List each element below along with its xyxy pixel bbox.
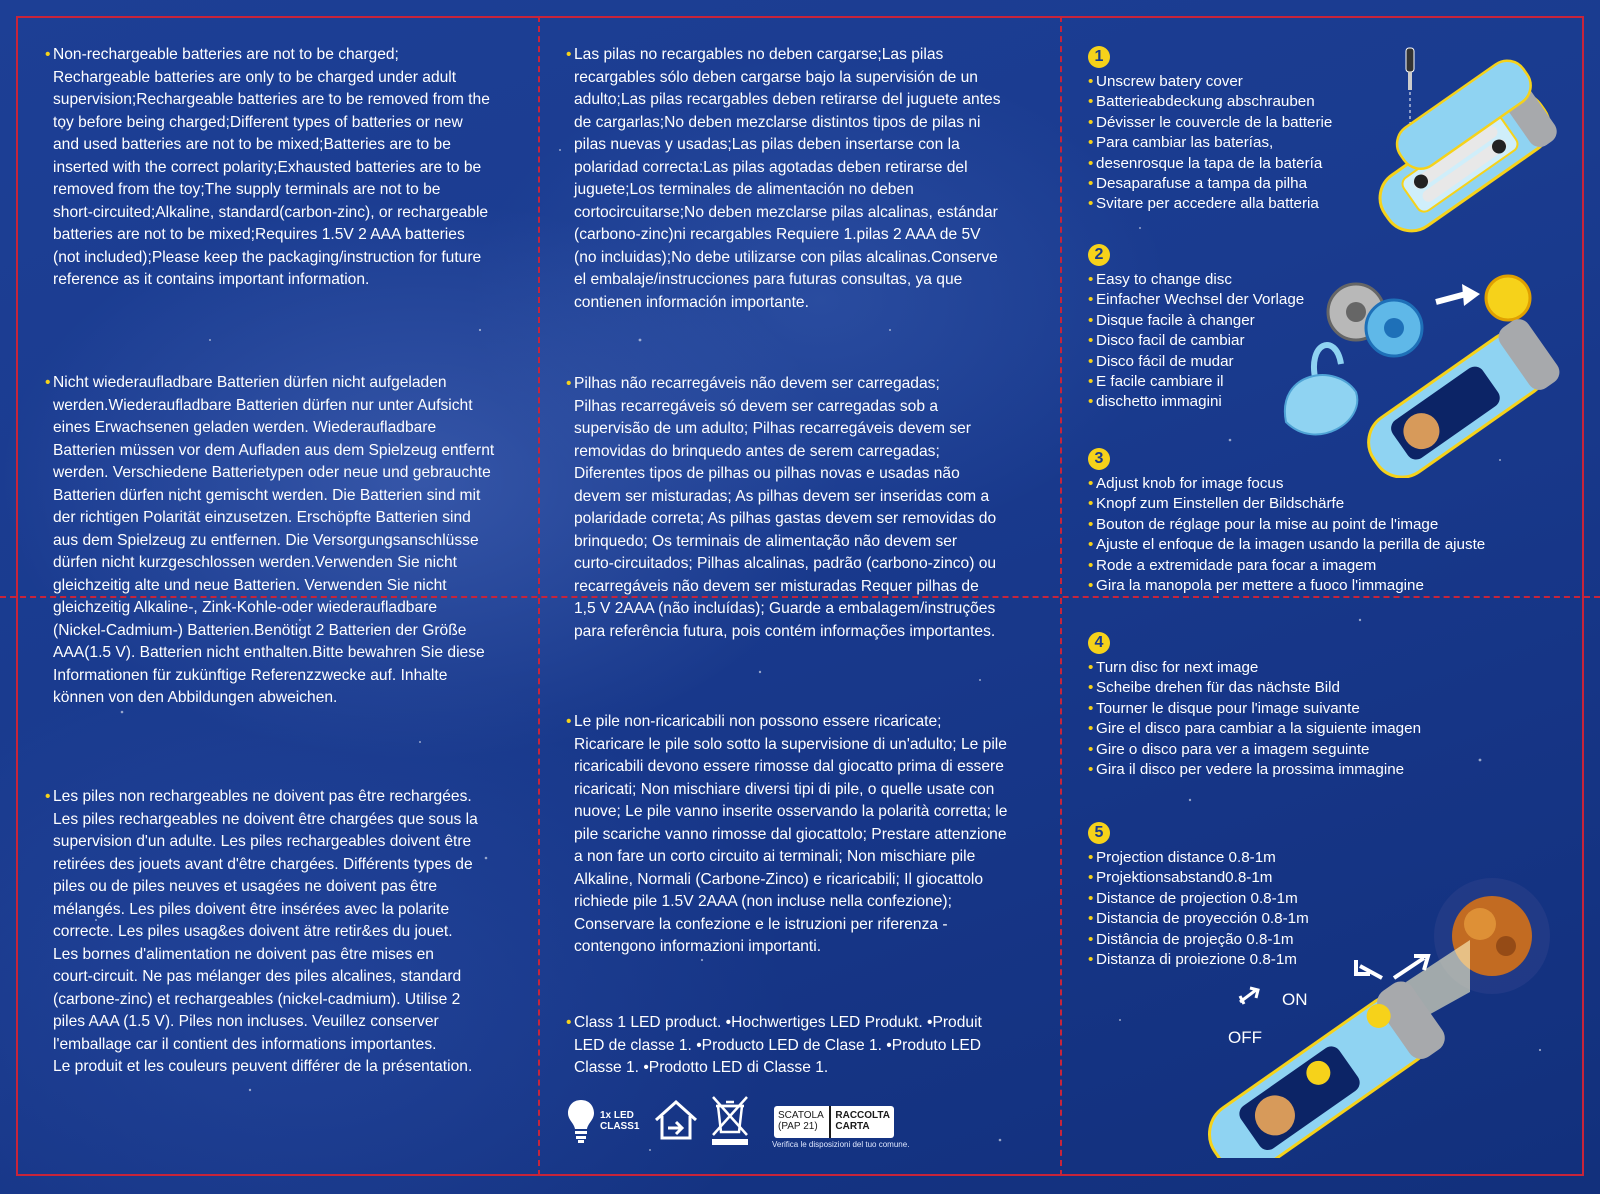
text-line: Classe 1. •Prodotto LED di Classe 1. (574, 1059, 829, 1076)
recycling-label (774, 1106, 894, 1138)
text-line: devem ser misturadas; As pilhas devem ser inseridas com a (574, 487, 990, 505)
text-line: werden.Wiederaufladbare Batterien dürfen nur unter Aufsicht (53, 396, 473, 414)
step-item: • Distancia de proyección 0.8-1m (1088, 909, 1309, 929)
step-item: • Scheibe drehen für das nächste Bild (1088, 678, 1421, 698)
text-line: short-circuited;Alkaline, standard(carbon-zinc), or rechargeable (53, 203, 489, 221)
step-item: • E facile cambiare il (1088, 372, 1304, 392)
indoor-use-house-icon (652, 1098, 700, 1142)
text-line: court-circuit. Ne pas mélanger des piles alcalines, standard (53, 968, 462, 985)
text-line: supervisão de um adulto; Pilhas recarregáveis devem ser (574, 420, 971, 437)
bullet: • (45, 788, 51, 805)
torch-disc-illustration (1276, 272, 1566, 478)
spanish-text (574, 44, 1054, 314)
step-item: • Svitare per accedere alla batteria (1088, 194, 1332, 214)
step-item: • desenrosque la tapa de la batería (1088, 154, 1332, 174)
warning-french (45, 786, 543, 1079)
weee-bin-icon (710, 1094, 750, 1146)
text-line: pile scariche vanno rimosse dal giocattolo; Prestare attenzione (574, 825, 1007, 843)
text-line: Nicht wiederaufladbare Batterien dürfen nicht aufgeladen (53, 374, 447, 391)
text-line: toy before being charged;Different types of batteries or new (53, 113, 463, 131)
text-line: (carbone-zinc) et rechargeables (nickel-cadmium). Utilise 2 (53, 990, 461, 1008)
text-line: richiede pile 1.5V 2AAA (non incluse nella confezione); (574, 893, 952, 910)
recycle-right-line-2: CARTA (835, 1121, 870, 1132)
step-item: • Rode a extremidade para focar a imagem (1088, 556, 1485, 576)
step-item: • Gira il disco per vedere la prossima immagine (1088, 760, 1421, 780)
text-line: LED de classe 1. •Producto LED de Clase 1. •Produto LED (574, 1036, 982, 1054)
led-bulb-icon (566, 1098, 596, 1144)
text-line: recarregáveis não devem ser misturadas Requer pilhas de (574, 577, 979, 595)
step-4-list (1088, 658, 1421, 780)
warning-italian (566, 711, 1054, 959)
step-2 (1088, 244, 1304, 413)
text-line: AAA(1.5 V). Batterien nicht enthalten.Bitte bewahren Sie diese (53, 644, 485, 661)
bullet: • (45, 374, 51, 391)
torch-battery-illustration (1360, 44, 1560, 240)
text-line: Alkaline, Normali (Carbone-Zinco) e ricaricabili; Il giocattolo (574, 870, 984, 888)
step-number-badge: 3 (1088, 448, 1110, 470)
step-item: • Projection distance 0.8-1m (1088, 848, 1309, 868)
text-line: gleichzeitig alte und neue Batterien. Verwenden Sie nicht (53, 576, 447, 594)
step-1-list (1088, 72, 1332, 215)
text-line: Diferentes tipos de pilhas ou pilhas novas e usadas não (574, 465, 960, 482)
step-item: • Batterieabdeckung abschrauben (1088, 92, 1332, 112)
step-item: • Turn disc for next image (1088, 658, 1421, 678)
step-2-list (1088, 270, 1304, 413)
text-line: piles ou de piles neuves et usagées ne doivent pas être (53, 878, 438, 895)
text-line: contienen información importante. (574, 293, 809, 311)
text-line: el embalaje/instrucciones para futuras consultas, ya que (574, 271, 963, 288)
led-label-line-2: CLASS1 (600, 1121, 640, 1132)
portuguese-text (574, 373, 1054, 643)
italian-text (574, 711, 1054, 959)
text-line: Conservare la confezione e le istruzioni per riferenza - (574, 915, 948, 933)
switch-on-label: ON (1282, 990, 1308, 1009)
text-line: polaridade correta; As pilhas gastas devem ser removidas do (574, 510, 997, 527)
step-item: • Disco facil de cambiar (1088, 331, 1304, 351)
step-item: • Disco fácil de mudar (1088, 352, 1304, 372)
text-line: curto-circuitados; Pilhas alcalinas, padrão (carbono-zinco) ou (574, 555, 997, 572)
text-line: Les bornes d'alimentation ne doivent pas être mises en (53, 945, 434, 963)
step-item: • Tourner le disque pour l'image suivante (1088, 699, 1421, 719)
recycle-collection (829, 1106, 894, 1138)
text-line: juguete;Los terminales de alimentación no deben (574, 181, 914, 198)
bullet: • (566, 713, 572, 730)
text-line: de cargarlas;No deben mezclarse distintos tipos de pilas ni (574, 113, 981, 131)
torch-projection-illustration (1170, 872, 1570, 1158)
text-line: removed from the toy;The supply terminals are not to be (53, 181, 441, 198)
step-item: • Bouton de réglage pour la mise au point de l'image (1088, 515, 1485, 535)
text-line: können von den Abbildungen abweichen. (53, 689, 338, 706)
step-item: • Distância de projeção 0.8-1m (1088, 930, 1309, 950)
text-line: inserted with the correct polarity;Exhausted batteries are to be (53, 158, 482, 176)
step-item: • Gire el disco para cambiar a la siguiente imagen (1088, 719, 1421, 739)
text-line: Batterien dürfen nicht gemischt werden. Die Batterien sind mit (53, 486, 481, 504)
text-line: (not included);Please keep the packaging/instruction for future (53, 248, 482, 266)
german-text (53, 372, 543, 710)
text-line: Batterien müssen vor dem Aufladen aus dem Spielzeug entfernt (53, 441, 495, 459)
text-line: para referência futura, pois contém informações importantes. (574, 622, 996, 640)
text-line: mélangés. Les piles doivent être insérées avec la polarite (53, 900, 450, 918)
recycle-left-line-2: (PAP 21) (778, 1121, 818, 1132)
french-text (53, 786, 543, 1079)
warning-english (45, 44, 533, 292)
bullet: • (566, 375, 572, 392)
text-line: Le pile non-ricaricabili non possono essere ricaricate; (574, 713, 942, 730)
text-line: Ricaricare le pile solo sotto la supervisione di un'adulto; Le pile (574, 735, 1007, 753)
bullet: • (566, 1014, 572, 1031)
text-line: correcte. Les piles usag&es doivent ätre retir&es du jouet. (53, 923, 453, 940)
text-line: cortocircuitarse;No deben mezclarse pilas alcalinas, estándar (574, 203, 998, 221)
step-item: • Dévisser le couvercle de la batterie (1088, 113, 1332, 133)
step-number-badge: 5 (1088, 822, 1110, 844)
switch-off-label: OFF (1228, 1028, 1262, 1047)
warning-portuguese (566, 373, 1054, 643)
led-class-text (574, 1012, 1054, 1080)
led-class-label (600, 1110, 639, 1132)
step-item: • Ajuste el enfoque de la imagen usando la perilla de ajuste (1088, 535, 1485, 555)
text-line: aus dem Spielzeug zu entfernen. Die Versorgungsanschlüsse (53, 531, 479, 549)
text-line: a non fare un corto circuito ai terminali; Non mischiare pile (574, 848, 976, 865)
text-line: (carbono-zinc)ni recargables Requiere 1.pilas 2 AAA de 5V (574, 226, 981, 243)
recycle-note: Verifica le disposizioni del tuo comune. (772, 1140, 910, 1149)
step-item: • Gire o disco para ver a imagem seguinte (1088, 740, 1421, 760)
text-line: dürfen nicht kurzgeschlossen werden.Verwenden Sie nicht (53, 554, 457, 571)
text-line: der richtigen Polarität einzusetzen. Erschöpfte Batterien sind (53, 509, 471, 526)
text-line: pilas nuevas y usadas;Las pilas deben insertarse con la (574, 136, 960, 153)
bullet: • (45, 46, 51, 63)
step-item: • Gira la manopola per mettere a fuoco l'immagine (1088, 576, 1485, 596)
text-line: adulto;Las pilas recargables deben retirarse del juguete antes (574, 91, 1001, 108)
text-line: Las pilas no recargables no deben cargarse;Las pilas (574, 46, 944, 63)
text-line: Les piles rechargeables ne doivent être chargées que sous la (53, 810, 478, 828)
step-number-badge: 1 (1088, 46, 1110, 68)
step-item: • Knopf zum Einstellen der Bildschärfe (1088, 494, 1485, 514)
text-line: Class 1 LED product. •Hochwertiges LED Produkt. •Produit (574, 1014, 982, 1031)
step-3-list (1088, 474, 1485, 596)
text-line: Rechargeable batteries are only to be charged under adult (53, 68, 457, 86)
text-line: eines Erwachsenen geladen werden. Wiederaufladbare (53, 419, 437, 436)
recycle-left-line-1: SCATOLA (778, 1110, 824, 1121)
text-line: supervision;Rechargeable batteries are to be removed from the (53, 91, 490, 108)
text-line: Informationen für zukünftige Referenzzwecke auf. Inhalte (53, 666, 448, 684)
text-line: ricaricabili devono essere rimosse dal giocatto prima di essere (574, 758, 1004, 775)
text-line: l'emballage car il contient des informations importantes. (53, 1035, 437, 1053)
recycle-right-line-1: RACCOLTA (835, 1110, 890, 1121)
text-line: batteries are not to be mixed;Requires 1.5V 2 AAA batteries (53, 226, 465, 243)
text-line: Pilhas recarregáveis só devem ser carregadas sob a (574, 397, 939, 415)
text-line: reference as it contains important information. (53, 271, 370, 288)
warning-german (45, 372, 543, 710)
text-line: polaridad correcta:Las pilas agotadas deben retirarse del (574, 158, 968, 176)
text-line: Les piles non rechargeables ne doivent pas être rechargées. (53, 788, 472, 805)
text-line: supervision d'un adulte. Les piles rechargeables doivent être (53, 833, 472, 850)
step-item: • Para cambiar las baterías, (1088, 133, 1332, 153)
step-item: • Easy to change disc (1088, 270, 1304, 290)
text-line: and used batteries are not to be mixed;Batteries are to be (53, 136, 451, 153)
warning-spanish (566, 44, 1054, 314)
text-line: 1,5 V 2AAA (não incluídas); Guarde a embalagem/instruções (574, 600, 996, 617)
text-line: piles AAA (1.5 V). Piles non incluses. Veuillez conserver (53, 1013, 439, 1030)
text-line: Non-rechargeable batteries are not to be charged; (53, 46, 399, 63)
english-text (53, 44, 533, 292)
step-item: • Distanza di proiezione 0.8-1m (1088, 950, 1309, 970)
step-item: • dischetto immagini (1088, 392, 1304, 412)
text-line: gleichzeitig Alkaline-, Zink-Kohle-oder wiederaufladbare (53, 599, 437, 616)
text-line: retirées des jouets avant d'être chargées. Différents types de (53, 855, 473, 873)
step-number-badge: 4 (1088, 632, 1110, 654)
step-item: • Adjust knob for image focus (1088, 474, 1485, 494)
text-line: Pilhas não recarregáveis não devem ser carregadas; (574, 375, 940, 392)
led-label-line-1: 1x LED (600, 1110, 634, 1121)
step-item: • Distance de projection 0.8-1m (1088, 889, 1309, 909)
step-4 (1088, 632, 1421, 780)
step-item: • Einfacher Wechsel der Vorlage (1088, 290, 1304, 310)
step-item: • Desaparafuse a tampa da pilha (1088, 174, 1332, 194)
recycle-material (774, 1106, 829, 1138)
step-item: • Projektionsabstand0.8-1m (1088, 868, 1309, 888)
bullet: • (566, 46, 572, 63)
text-line: nuove; Le pile vanno inserite osservando la polarità corretta; le (574, 803, 1008, 820)
step-1 (1088, 46, 1332, 215)
text-line: ricaricati; Non mischiare diversi tipi di pile, o quelle usate con (574, 780, 995, 798)
text-line: (no incluidas);No debe utilizarse con pilas alcalinas.Conserve (574, 248, 998, 266)
text-line: recargables sólo deben cargarse bajo la supervisión de un (574, 68, 978, 86)
text-line: contengono informazioni importanti. (574, 938, 822, 955)
text-line: brinquedo; Os terminais de alimentação não devem ser (574, 532, 958, 550)
led-class-statement (566, 1012, 1054, 1080)
text-line: werden. Verschiedene Batterietypen oder neue und gebrauchte (53, 464, 491, 481)
step-item: • Unscrew batery cover (1088, 72, 1332, 92)
step-item: • Disque facile à changer (1088, 311, 1304, 331)
text-line: removidas do brinquedo antes de serem carregadas; (574, 442, 940, 460)
text-line: Le produit et les couleurs peuvent différer de la présentation. (53, 1058, 473, 1075)
step-number-badge: 2 (1088, 244, 1110, 266)
text-line: (Nickel-Cadmium-) Batterien.Benötigt 2 Batterien der Größe (53, 621, 467, 639)
